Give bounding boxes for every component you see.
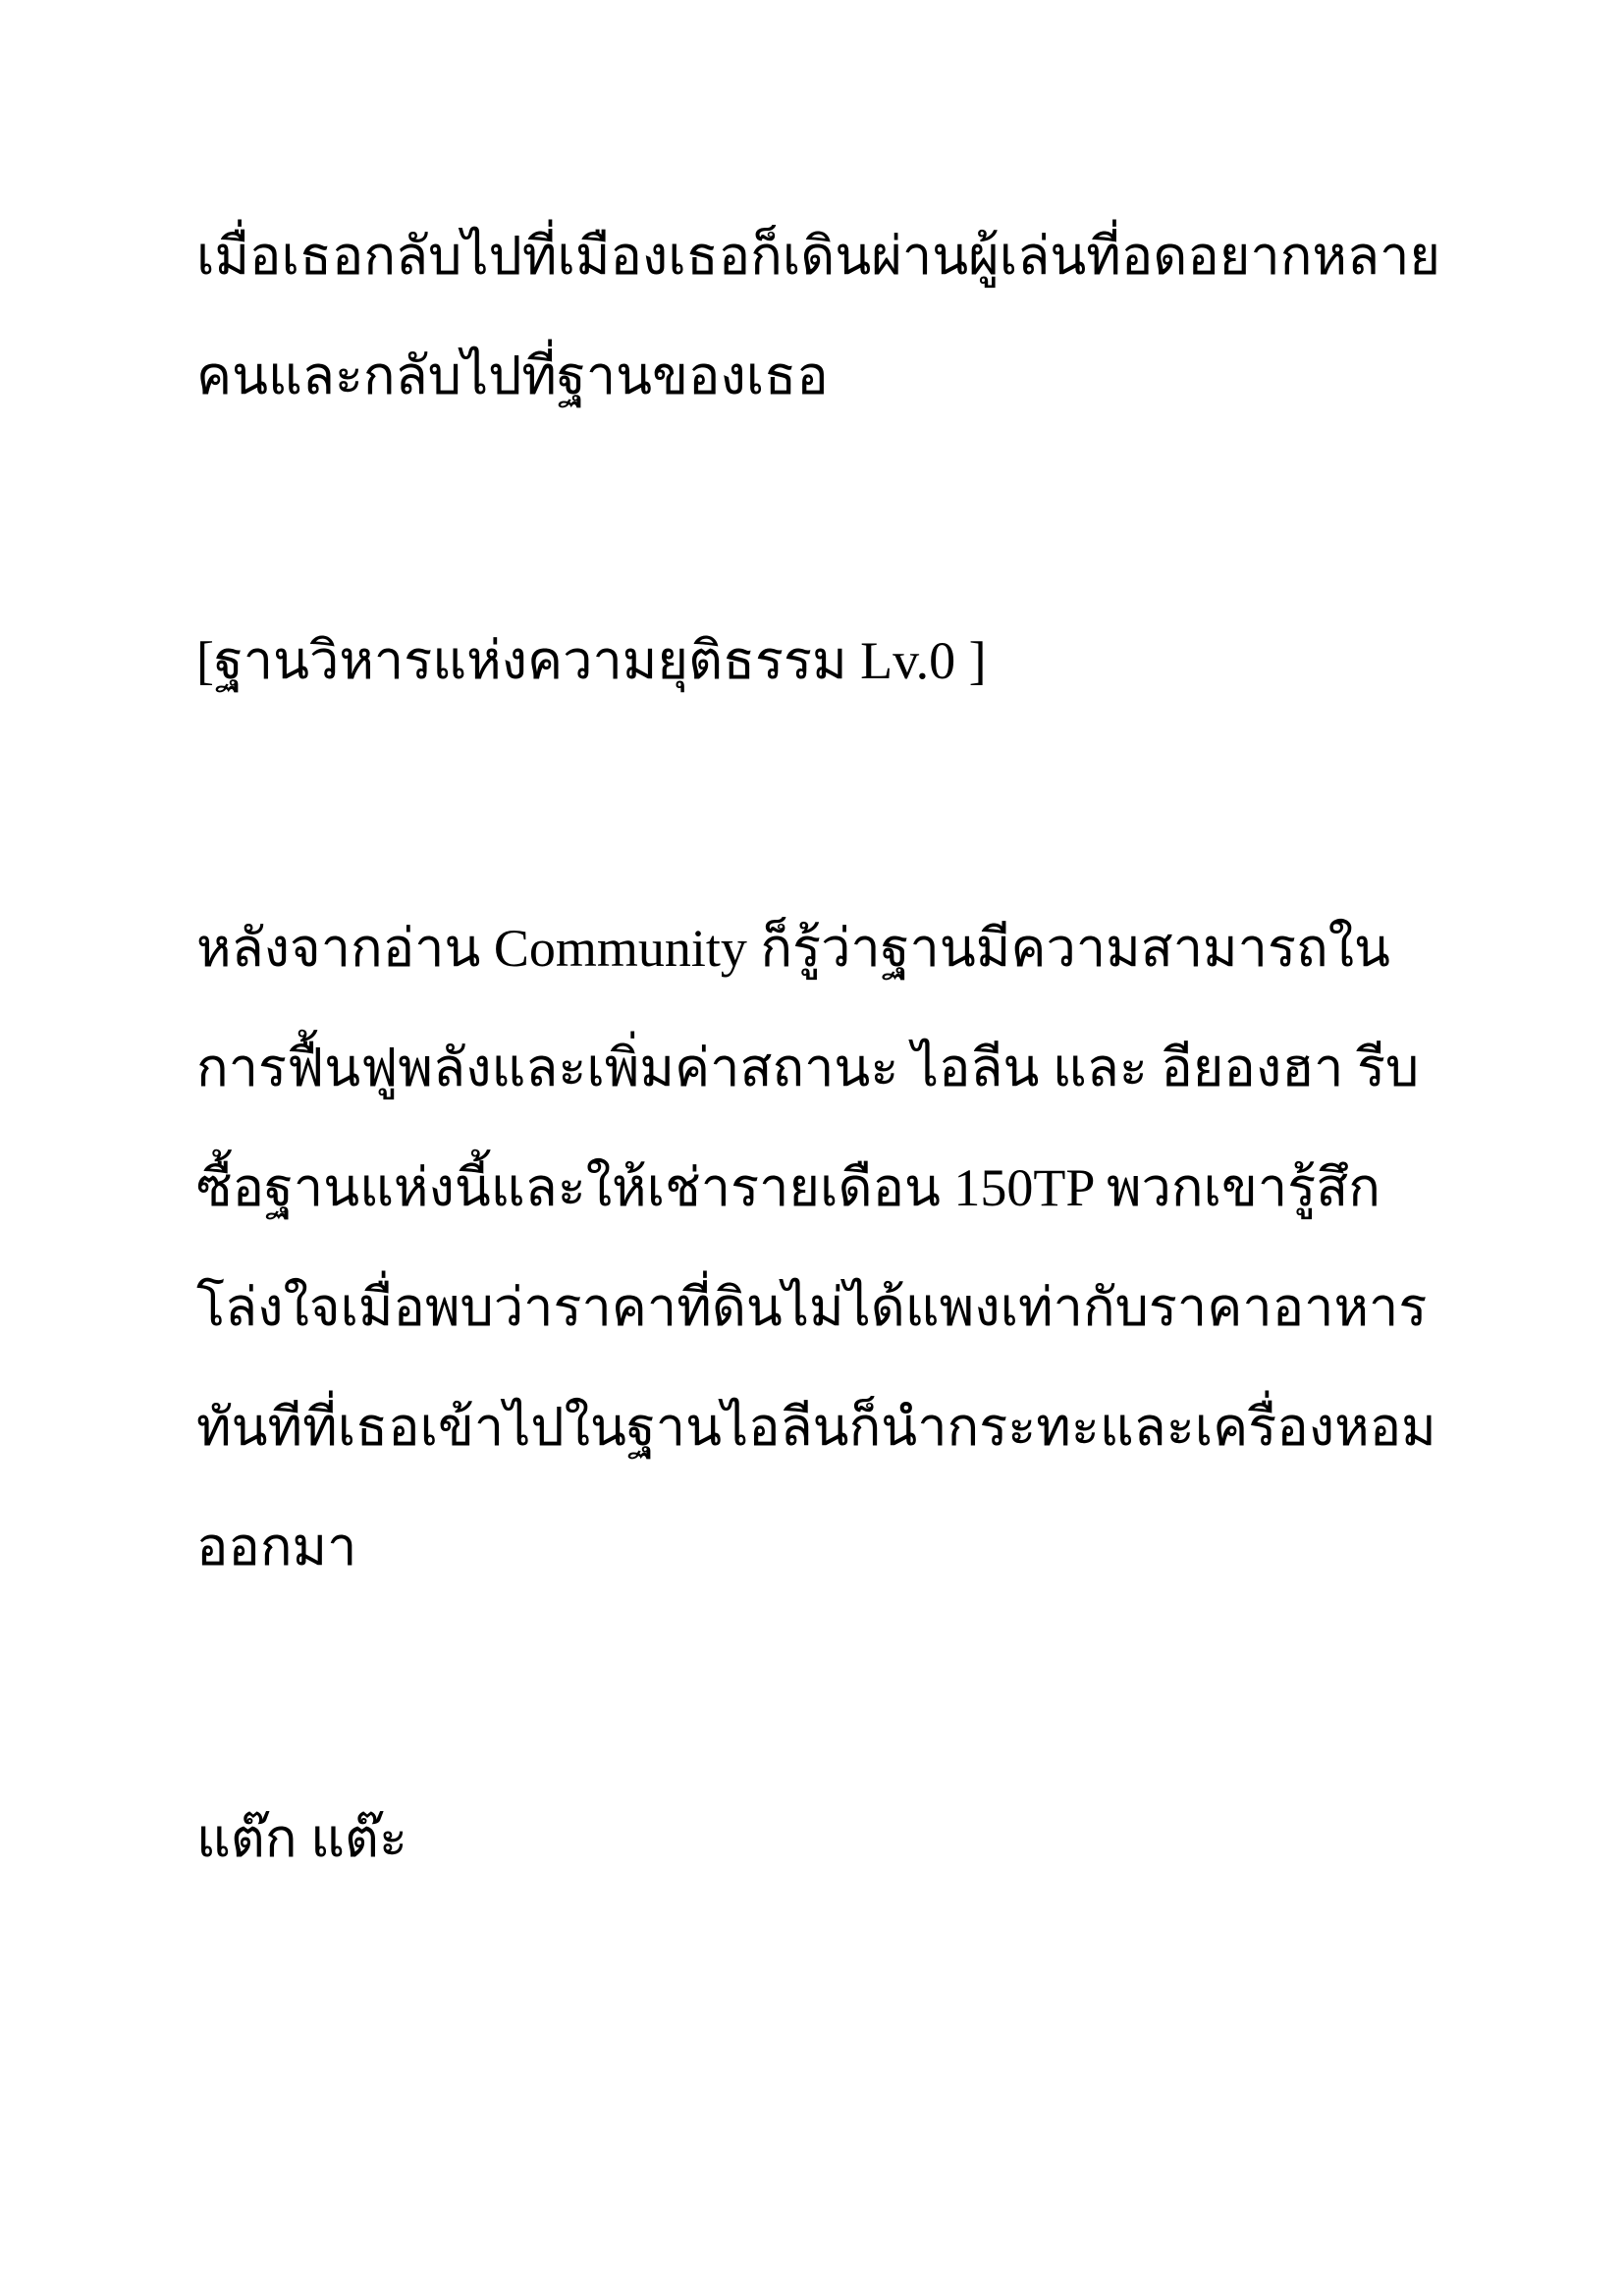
paragraph-3	[196, 888, 1473, 1607]
paragraph-2-line-1: [ฐานวิหารแห่งความยุติธรรม Lv.0 ]	[196, 631, 987, 690]
paragraph-4-line-1: แต๊ก แต๊ะ	[196, 1809, 407, 1868]
paragraph-4	[196, 1779, 1473, 1898]
paragraph-1-line-2: คนและกลับไปที่ฐานของเธอ	[196, 347, 829, 405]
paragraph-3-line-4: โล่งใจเมื่อพบว่าราคาที่ดินไม่ได้แพงเท่ากับราคาอาหาร	[196, 1278, 1428, 1337]
paragraph-3-line-6: ออกมา	[196, 1518, 357, 1576]
paragraph-1	[196, 196, 1473, 436]
paragraph-3-line-2: การฟื้นฟูพลังและเพิ่มค่าสถานะ ไอลีน และ อียองฮา รีบ	[196, 1039, 1420, 1097]
paragraph-2	[196, 601, 1473, 721]
paragraph-3-line-1: หลังจากอ่าน Community ก็รู้ว่าฐานมีความสามารถใน	[196, 919, 1390, 978]
paragraph-3-line-3: ซื้อฐานแห่งนี้และให้เช่ารายเดือน 150TP พวกเขารู้สึก	[196, 1158, 1380, 1217]
paragraph-1-line-1: เมื่อเธอกลับไปที่เมืองเธอก็เดินผ่านผู้เล่นที่อดอยากหลาย	[196, 227, 1441, 286]
paragraph-3-line-5: ทันทีที่เธอเข้าไปในฐานไอลีนก็นำกระทะและเครื่องหอม	[196, 1398, 1436, 1457]
